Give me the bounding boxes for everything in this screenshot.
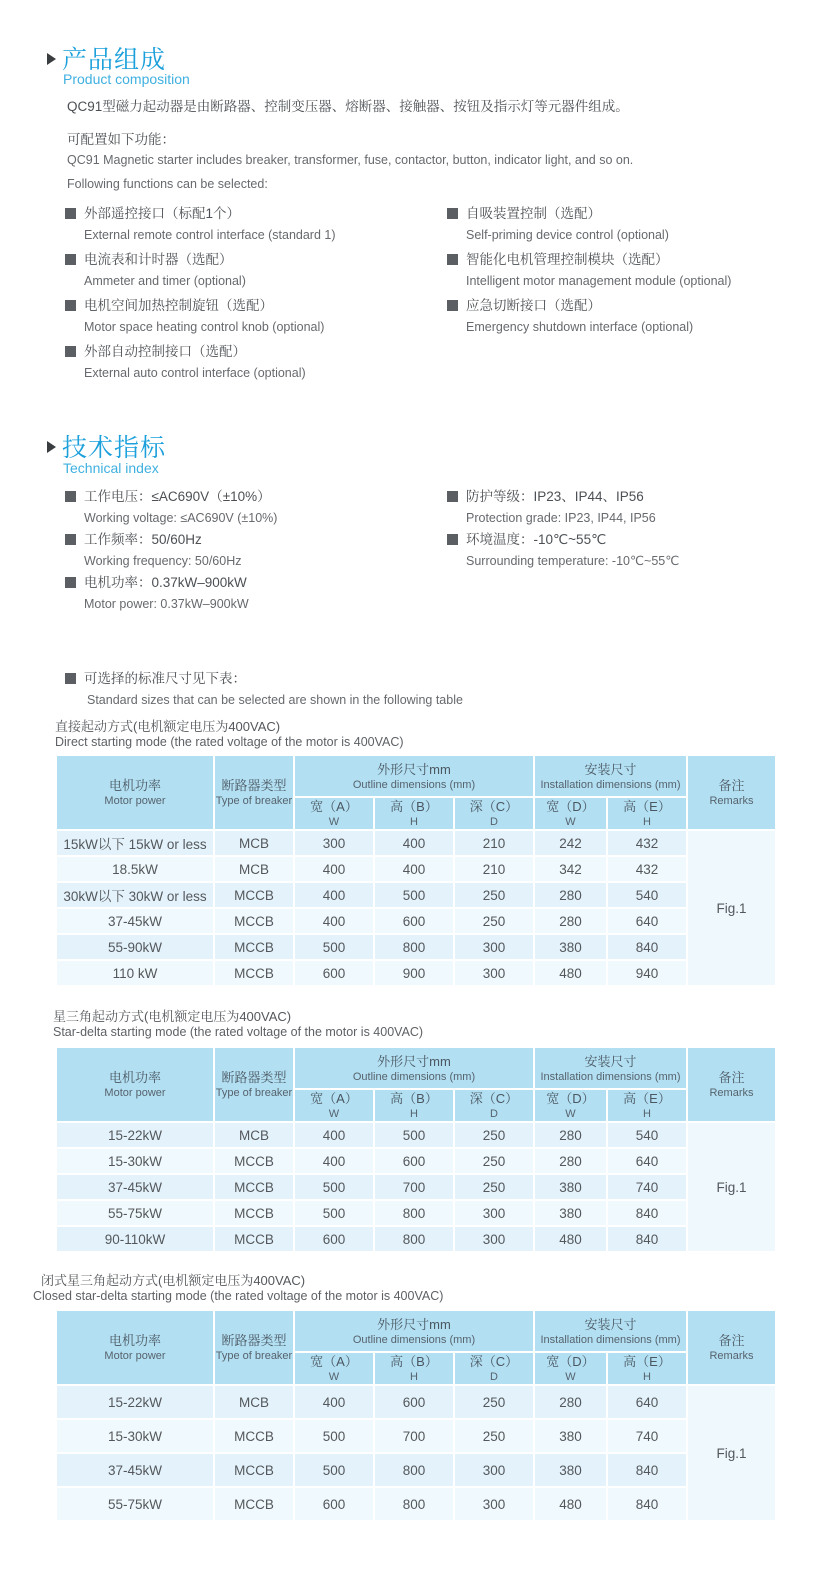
- table-cell: 250: [454, 908, 534, 934]
- dimension-subheader: 深（C） D: [454, 1089, 534, 1122]
- table-cell: 800: [374, 1200, 454, 1226]
- feature-label-en: Ammeter and timer (optional): [84, 274, 246, 288]
- table-cell: 500: [294, 1200, 374, 1226]
- closed-star-delta-table: [55, 1309, 777, 1522]
- direct-starting-table: [55, 754, 777, 987]
- remarks-header: 备注 Remarks: [687, 1310, 776, 1385]
- triangle-bullet-icon: [47, 441, 56, 453]
- square-bullet-icon: [65, 300, 76, 311]
- table-cell: 700: [374, 1419, 454, 1453]
- table-cell: 400: [294, 856, 374, 882]
- intro-paragraph-en: QC91 Magnetic starter includes breaker, transformer, fuse, contactor, button, indicator light, and so on.: [67, 153, 634, 167]
- feature-item: [447, 295, 731, 341]
- table-row: [56, 1453, 776, 1487]
- square-bullet-icon: [65, 673, 76, 684]
- feature-item: [447, 249, 731, 295]
- table-row: [56, 1226, 776, 1252]
- table-cell: 250: [454, 1385, 534, 1419]
- table-cell: MCCB: [214, 1453, 294, 1487]
- table-row: [56, 1148, 776, 1174]
- table-cell: 540: [607, 1122, 687, 1148]
- feature-label-en: External remote control interface (standard 1): [84, 228, 336, 242]
- table2-caption-zh: 星三角起动方式(电机额定电压为400VAC): [53, 1009, 292, 1024]
- remark-cell: Fig.1: [687, 1122, 776, 1252]
- spec-label-en: Working frequency: 50/60Hz: [84, 554, 242, 568]
- table-cell: 600: [294, 1487, 374, 1521]
- table-cell: 900: [374, 960, 454, 986]
- dimension-subheader: 宽（D） W: [534, 1352, 607, 1385]
- table-cell: 840: [607, 1226, 687, 1252]
- feature-label-zh: 电机空间加热控制旋钮（选配）: [84, 298, 273, 313]
- table-cell: 342: [534, 856, 607, 882]
- square-bullet-icon: [447, 208, 458, 219]
- table3-caption-zh: 闭式星三角起动方式(电机额定电压为400VAC): [41, 1273, 306, 1288]
- table-cell: MCB: [214, 1385, 294, 1419]
- table-cell: 300: [454, 934, 534, 960]
- spec-label-zh: 环境温度：-10℃~55℃: [466, 532, 607, 547]
- dimension-subheader: 深（C） D: [454, 797, 534, 830]
- feature-label-zh: 智能化电机管理控制模块（选配）: [466, 252, 669, 267]
- section-title-en: Technical index: [63, 460, 159, 476]
- feature-label-zh: 电流表和计时器（选配）: [84, 252, 233, 267]
- dimension-subheader: 高（B） H: [374, 1089, 454, 1122]
- table-cell: MCCB: [214, 1487, 294, 1521]
- table-cell: 740: [607, 1174, 687, 1200]
- feature-label-en: Motor space heating control knob (optional): [84, 320, 325, 334]
- table-cell: 15-22kW: [56, 1122, 214, 1148]
- table-cell: 300: [454, 960, 534, 986]
- table-cell: 800: [374, 1487, 454, 1521]
- table-cell: 15kW以下 15kW or less: [56, 830, 214, 856]
- table-cell: 840: [607, 1453, 687, 1487]
- table-cell: 940: [607, 960, 687, 986]
- square-bullet-icon: [65, 346, 76, 357]
- feature-item: [447, 203, 731, 249]
- feature-label-en: External auto control interface (optional): [84, 366, 306, 380]
- table-cell: 280: [534, 1385, 607, 1419]
- specs-right-column: [447, 486, 679, 572]
- spec-label-en: Protection grade: IP23, IP44, IP56: [466, 511, 656, 525]
- table-cell: 380: [534, 1200, 607, 1226]
- section-title-en: Product composition: [63, 71, 190, 87]
- table-row: [56, 1385, 776, 1419]
- table-cell: 600: [374, 908, 454, 934]
- table-cell: 300: [454, 1453, 534, 1487]
- table-cell: 400: [294, 1122, 374, 1148]
- table-header-row: [56, 755, 776, 797]
- config-note-zh: 可配置如下功能：: [67, 132, 175, 147]
- spec-label-zh: 工作电压：≤AC690V（±10%）: [84, 489, 271, 504]
- table-cell: 840: [607, 1200, 687, 1226]
- table-cell: 600: [374, 1385, 454, 1419]
- table-cell: 840: [607, 934, 687, 960]
- table-cell: 800: [374, 1226, 454, 1252]
- table-cell: 90-110kW: [56, 1226, 214, 1252]
- breaker-type-header: 断路器类型 Type of breaker: [214, 1310, 294, 1385]
- table-row: [56, 856, 776, 882]
- dimension-subheader: 宽（A） W: [294, 1352, 374, 1385]
- dimension-subheader: 高（E） H: [607, 1089, 687, 1122]
- table-cell: 480: [534, 1226, 607, 1252]
- table-cell: 600: [294, 960, 374, 986]
- feature-item: [65, 249, 336, 295]
- section-title-zh: 产品组成: [62, 46, 167, 74]
- table-cell: MCCB: [214, 1200, 294, 1226]
- installation-dimensions-header: 安装尺寸 Installation dimensions (mm): [534, 1310, 687, 1352]
- table-cell: 210: [454, 856, 534, 882]
- table-cell: 242: [534, 830, 607, 856]
- feature-label-zh: 自吸装置控制（选配）: [466, 206, 601, 221]
- spec-label-en: Motor power: 0.37kW–900kW: [84, 597, 249, 611]
- table-cell: 15-30kW: [56, 1419, 214, 1453]
- table-cell: MCCB: [214, 908, 294, 934]
- table1-caption-zh: 直接起动方式(电机额定电压为400VAC): [55, 719, 281, 734]
- triangle-bullet-icon: [47, 53, 56, 65]
- table-cell: 300: [454, 1226, 534, 1252]
- table-cell: MCCB: [214, 960, 294, 986]
- table-cell: 210: [454, 830, 534, 856]
- table-cell: MCCB: [214, 1226, 294, 1252]
- feature-label-zh: 外部自动控制接口（选配）: [84, 344, 246, 359]
- table-cell: 640: [607, 1385, 687, 1419]
- square-bullet-icon: [65, 491, 76, 502]
- table-cell: 840: [607, 1487, 687, 1521]
- table-cell: 432: [607, 856, 687, 882]
- square-bullet-icon: [65, 534, 76, 545]
- table-cell: 18.5kW: [56, 856, 214, 882]
- standard-sizes-note: [65, 668, 463, 712]
- table-cell: 640: [607, 908, 687, 934]
- table-cell: 500: [374, 1122, 454, 1148]
- table-cell: MCCB: [214, 1419, 294, 1453]
- table-cell: 37-45kW: [56, 1174, 214, 1200]
- table-row: [56, 830, 776, 856]
- table-cell: 300: [294, 830, 374, 856]
- outline-dimensions-header: 外形尺寸mm Outline dimensions (mm): [294, 1047, 534, 1089]
- feature-item: [65, 341, 336, 387]
- spec-label-zh: 工作频率：50/60Hz: [84, 532, 202, 547]
- table-cell: 500: [294, 1419, 374, 1453]
- spec-label-zh: 电机功率：0.37kW–900kW: [84, 575, 247, 590]
- spec-item: [65, 572, 277, 615]
- table-cell: 55-75kW: [56, 1487, 214, 1521]
- table-row: [56, 1122, 776, 1148]
- table-cell: 740: [607, 1419, 687, 1453]
- table-cell: MCB: [214, 856, 294, 882]
- section-title-zh: 技术指标: [62, 434, 167, 462]
- table3-caption-en: Closed star-delta starting mode (the rated voltage of the motor is 400VAC): [33, 1289, 444, 1303]
- remarks-header: 备注 Remarks: [687, 1047, 776, 1122]
- table-cell: 15-22kW: [56, 1385, 214, 1419]
- table-cell: 540: [607, 882, 687, 908]
- config-note-en: Following functions can be selected:: [67, 177, 268, 191]
- table-cell: 250: [454, 1122, 534, 1148]
- table-cell: 110 kW: [56, 960, 214, 986]
- table-cell: 280: [534, 1122, 607, 1148]
- spec-item: [447, 486, 679, 529]
- spec-item: [65, 529, 277, 572]
- star-delta-table: [55, 1046, 777, 1253]
- installation-dimensions-header: 安装尺寸 Installation dimensions (mm): [534, 1047, 687, 1089]
- dimension-subheader: 宽（A） W: [294, 1089, 374, 1122]
- square-bullet-icon: [65, 208, 76, 219]
- dimension-subheader: 宽（A） W: [294, 797, 374, 830]
- remarks-header: 备注 Remarks: [687, 755, 776, 830]
- table-cell: 400: [374, 830, 454, 856]
- table-cell: 280: [534, 908, 607, 934]
- table-cell: 250: [454, 882, 534, 908]
- dimension-subheader: 高（B） H: [374, 1352, 454, 1385]
- dimension-subheader: 高（E） H: [607, 1352, 687, 1385]
- remark-cell: Fig.1: [687, 830, 776, 986]
- outline-dimensions-header: 外形尺寸mm Outline dimensions (mm): [294, 1310, 534, 1352]
- feature-label-en: Self-priming device control (optional): [466, 228, 669, 242]
- motor-power-header: 电机功率 Motor power: [56, 1310, 214, 1385]
- table-cell: MCB: [214, 830, 294, 856]
- table-cell: 600: [294, 1226, 374, 1252]
- table-cell: 300: [454, 1200, 534, 1226]
- table-cell: 55-90kW: [56, 934, 214, 960]
- table-row: [56, 882, 776, 908]
- spec-label-zh: 防护等级：IP23、IP44、IP56: [466, 489, 644, 504]
- feature-label-en: Intelligent motor management module (optional): [466, 274, 732, 288]
- outline-dimensions-header: 外形尺寸mm Outline dimensions (mm): [294, 755, 534, 797]
- table-cell: MCCB: [214, 1174, 294, 1200]
- dimension-subheader: 高（E） H: [607, 797, 687, 830]
- breaker-type-header: 断路器类型 Type of breaker: [214, 1047, 294, 1122]
- feature-item: [65, 203, 336, 249]
- spec-label-en: Surrounding temperature: -10℃~55℃: [466, 554, 680, 568]
- table-row: [56, 1174, 776, 1200]
- table-cell: 30kW以下 30kW or less: [56, 882, 214, 908]
- spec-label-en: Working voltage: ≤AC690V (±10%): [84, 511, 278, 525]
- table-cell: 400: [294, 908, 374, 934]
- table-cell: 380: [534, 934, 607, 960]
- table-cell: 800: [374, 934, 454, 960]
- feature-label-zh: 外部遥控接口（标配1个）: [84, 206, 241, 221]
- table-cell: 250: [454, 1419, 534, 1453]
- table-row: [56, 1419, 776, 1453]
- table-row: [56, 908, 776, 934]
- table-cell: 380: [534, 1453, 607, 1487]
- dimension-subheader: 深（C） D: [454, 1352, 534, 1385]
- intro-paragraph-zh: QC91型磁力起动器是由断路器、控制变压器、熔断器、接触器、按钮及指示灯等元器件组成。: [67, 99, 629, 114]
- dimension-subheader: 宽（D） W: [534, 1089, 607, 1122]
- table-row: [56, 960, 776, 986]
- motor-power-header: 电机功率 Motor power: [56, 1047, 214, 1122]
- table-cell: 37-45kW: [56, 908, 214, 934]
- table-cell: MCCB: [214, 934, 294, 960]
- spec-item: [447, 529, 679, 572]
- table-cell: 600: [374, 1148, 454, 1174]
- dimension-subheader: 高（B） H: [374, 797, 454, 830]
- table-cell: 380: [534, 1419, 607, 1453]
- standard-note-en: Standard sizes that can be selected are shown in the following table: [87, 693, 463, 707]
- table-cell: 37-45kW: [56, 1453, 214, 1487]
- specs-left-column: [65, 486, 277, 615]
- table-cell: 640: [607, 1148, 687, 1174]
- square-bullet-icon: [65, 254, 76, 265]
- installation-dimensions-header: 安装尺寸 Installation dimensions (mm): [534, 755, 687, 797]
- table-cell: 250: [454, 1174, 534, 1200]
- table-cell: 400: [374, 856, 454, 882]
- table-cell: 500: [294, 1174, 374, 1200]
- table-cell: MCCB: [214, 1148, 294, 1174]
- table-cell: 480: [534, 1487, 607, 1521]
- spec-item: [65, 486, 277, 529]
- features-right-column: [447, 203, 731, 341]
- table-cell: MCCB: [214, 882, 294, 908]
- table-cell: 280: [534, 882, 607, 908]
- table-row: [56, 934, 776, 960]
- table-header-row: [56, 1047, 776, 1089]
- square-bullet-icon: [65, 577, 76, 588]
- table-cell: 380: [534, 1174, 607, 1200]
- table-cell: 15-30kW: [56, 1148, 214, 1174]
- square-bullet-icon: [447, 534, 458, 545]
- motor-power-header: 电机功率 Motor power: [56, 755, 214, 830]
- table-cell: 250: [454, 1148, 534, 1174]
- table-cell: 400: [294, 1385, 374, 1419]
- breaker-type-header: 断路器类型 Type of breaker: [214, 755, 294, 830]
- table-cell: 400: [294, 882, 374, 908]
- technical-index-heading: [47, 428, 166, 464]
- remark-cell: Fig.1: [687, 1385, 776, 1521]
- table-cell: 500: [374, 882, 454, 908]
- table-row: [56, 1487, 776, 1521]
- square-bullet-icon: [447, 254, 458, 265]
- table-cell: 800: [374, 1453, 454, 1487]
- table-row: [56, 1200, 776, 1226]
- standard-note-zh: 可选择的标准尺寸见下表：: [84, 671, 246, 686]
- dimension-subheader: 宽（D） W: [534, 797, 607, 830]
- table-cell: 480: [534, 960, 607, 986]
- feature-item: [65, 295, 336, 341]
- table-cell: 400: [294, 1148, 374, 1174]
- table-cell: 55-75kW: [56, 1200, 214, 1226]
- table-header-row: [56, 1310, 776, 1352]
- table-cell: 700: [374, 1174, 454, 1200]
- square-bullet-icon: [447, 491, 458, 502]
- table-cell: 300: [454, 1487, 534, 1521]
- table-cell: 432: [607, 830, 687, 856]
- table-cell: 280: [534, 1148, 607, 1174]
- table-cell: 500: [294, 1453, 374, 1487]
- table1-caption-en: Direct starting mode (the rated voltage of the motor is 400VAC): [55, 735, 404, 749]
- square-bullet-icon: [447, 300, 458, 311]
- feature-label-en: Emergency shutdown interface (optional): [466, 320, 694, 334]
- table-cell: 500: [294, 934, 374, 960]
- features-left-column: [65, 203, 336, 387]
- table2-caption-en: Star-delta starting mode (the rated voltage of the motor is 400VAC): [53, 1025, 424, 1039]
- table-cell: MCB: [214, 1122, 294, 1148]
- feature-label-zh: 应急切断接口（选配）: [466, 298, 601, 313]
